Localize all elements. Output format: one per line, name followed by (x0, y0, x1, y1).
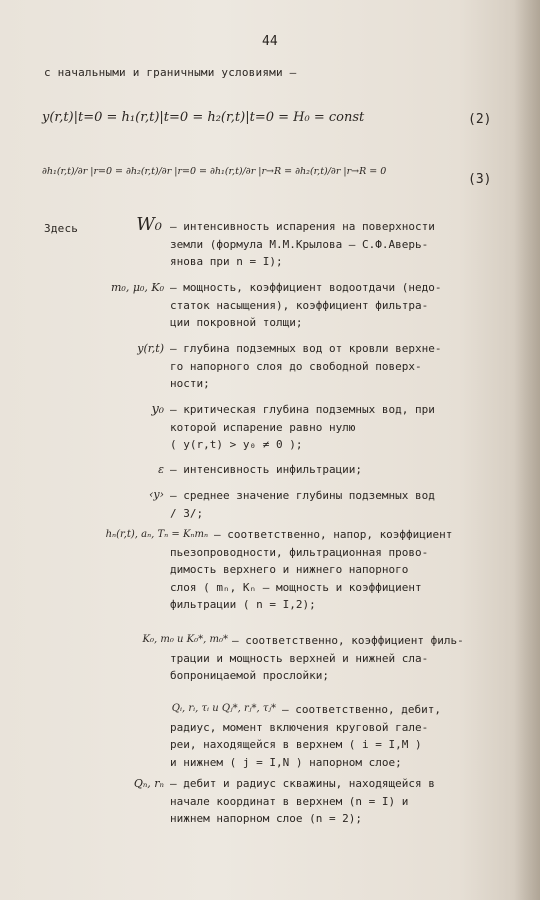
definition-Qn-rn (170, 775, 435, 828)
definition-Qi-ri-taui-cont (170, 719, 428, 772)
definition-y-rt (170, 340, 442, 393)
definition-line: – интенсивность испарения на поверхности (170, 220, 435, 233)
definition-line: – соответственно, дебит, (282, 703, 441, 716)
intro-line: с начальными и граничными условиями – (44, 66, 297, 79)
symbol-W0: W₀ (136, 214, 162, 235)
definition-hn-an-Tn-cont (170, 544, 428, 614)
equation-2-number: (2) (468, 112, 492, 127)
definition-K0-m0-cont (170, 650, 428, 685)
definition-line: – интенсивность инфильтрации; (170, 463, 363, 476)
book-spine-shadow (514, 0, 540, 900)
definition-line: – дебит и радиус скважины, находящейся в (170, 777, 435, 790)
definition-line: димость верхнего и нижнего напорного (170, 563, 409, 576)
definition-hn-an-Tn (214, 526, 452, 544)
definition-line: и нижнем ( j = I,N ) напорном слое; (170, 755, 402, 769)
definition-y0 (170, 401, 435, 454)
definition-line: слоя ( mₙ, Kₙ – мощность и коэффициент (170, 580, 422, 594)
definition-line: – среднее значение глубины подземных вод (170, 489, 435, 502)
definition-line: / 3/; (170, 506, 204, 520)
symbol-epsilon: ε (158, 463, 164, 476)
definition-line: земли (формула М.М.Крылова – С.Ф.Аверь- (170, 237, 429, 251)
symbol-Qi-ri-taui: Qᵢ, rᵢ, τᵢ и Qⱼ*, rⱼ*, τⱼ* (171, 703, 276, 714)
page-number: 44 (262, 34, 278, 49)
definition-Qi-ri-taui (282, 701, 441, 719)
definition-line: радиус, момент включения круговой гале- (170, 720, 429, 734)
definition-line: – соответственно, напор, коэффициент (214, 528, 453, 541)
symbol-y-rt: y(r,t) (137, 342, 164, 355)
symbol-K0-m0: K₀, m₀ и K₀*, m₀* (142, 634, 228, 645)
definition-line: начале координат в верхнем (n = I) и (170, 794, 409, 808)
definition-line: – глубина подземных вод от кровли верхне- (170, 342, 442, 355)
definition-line: нижнем напорном слое (n = 2); (170, 812, 363, 825)
definition-line: янова при n = I); (170, 255, 283, 268)
symbol-Qn-rn: Qₙ, rₙ (133, 777, 164, 790)
definition-line: фильтрации ( n = I,2); (170, 598, 316, 611)
definition-line: трации и мощность верхней и нижней сла- (170, 651, 429, 665)
equation-2: y(r,t)|t=0 = h₁(r,t)|t=0 = h₂(r,t)|t=0 = H₀ = const (42, 110, 365, 125)
definition-line: ности; (170, 377, 210, 390)
definition-line: ( y(r,t) > y₀ ≠ 0 ); (170, 438, 303, 451)
equation-3-number: (3) (468, 172, 492, 187)
symbol-hn-an-Tn: hₙ(r,t), aₙ, Tₙ = Kₙmₙ (105, 529, 208, 540)
definition-W0 (170, 218, 435, 271)
symbol-y0: y₀ (151, 402, 164, 417)
definition-line: статок насыщения), коэффициент фильтра- (170, 298, 429, 312)
symbol-mean-y: ‹y› (148, 488, 164, 501)
definition-line: го напорного слоя до свободной поверх- (170, 359, 422, 373)
here-label: Здесь (44, 222, 79, 235)
definition-line: пьезопроводности, фильтрационная прово- (170, 545, 429, 559)
equation-3: ∂h₁(r,t)/∂r |r=0 = ∂h₂(r,t)/∂r |r=0 = ∂h₁(r,t)/∂r |r→R = ∂h₂(r,t)/∂r |r→R = 0 (42, 166, 387, 177)
symbol-m0-mu0-K0: m₀, μ₀, K₀ (110, 281, 164, 294)
definition-mean-y (170, 487, 435, 522)
definition-line: – соответственно, коэффициент филь- (232, 634, 464, 647)
definition-line: которой испарение равно нулю (170, 420, 356, 434)
definition-K0-m0 (232, 632, 464, 650)
definition-line: – мощность, коэффициент водоотдачи (недо- (170, 281, 442, 294)
definition-line: реи, находящейся в верхнем ( i = I,M ) (170, 738, 422, 751)
definition-m0-mu0-K0 (170, 279, 442, 332)
definition-line: – критическая глубина подземных вод, при (170, 403, 435, 416)
definition-line: ции покровной толщи; (170, 316, 303, 329)
definition-epsilon (170, 461, 362, 479)
definition-line: бопроницаемой прослойки; (170, 669, 329, 682)
